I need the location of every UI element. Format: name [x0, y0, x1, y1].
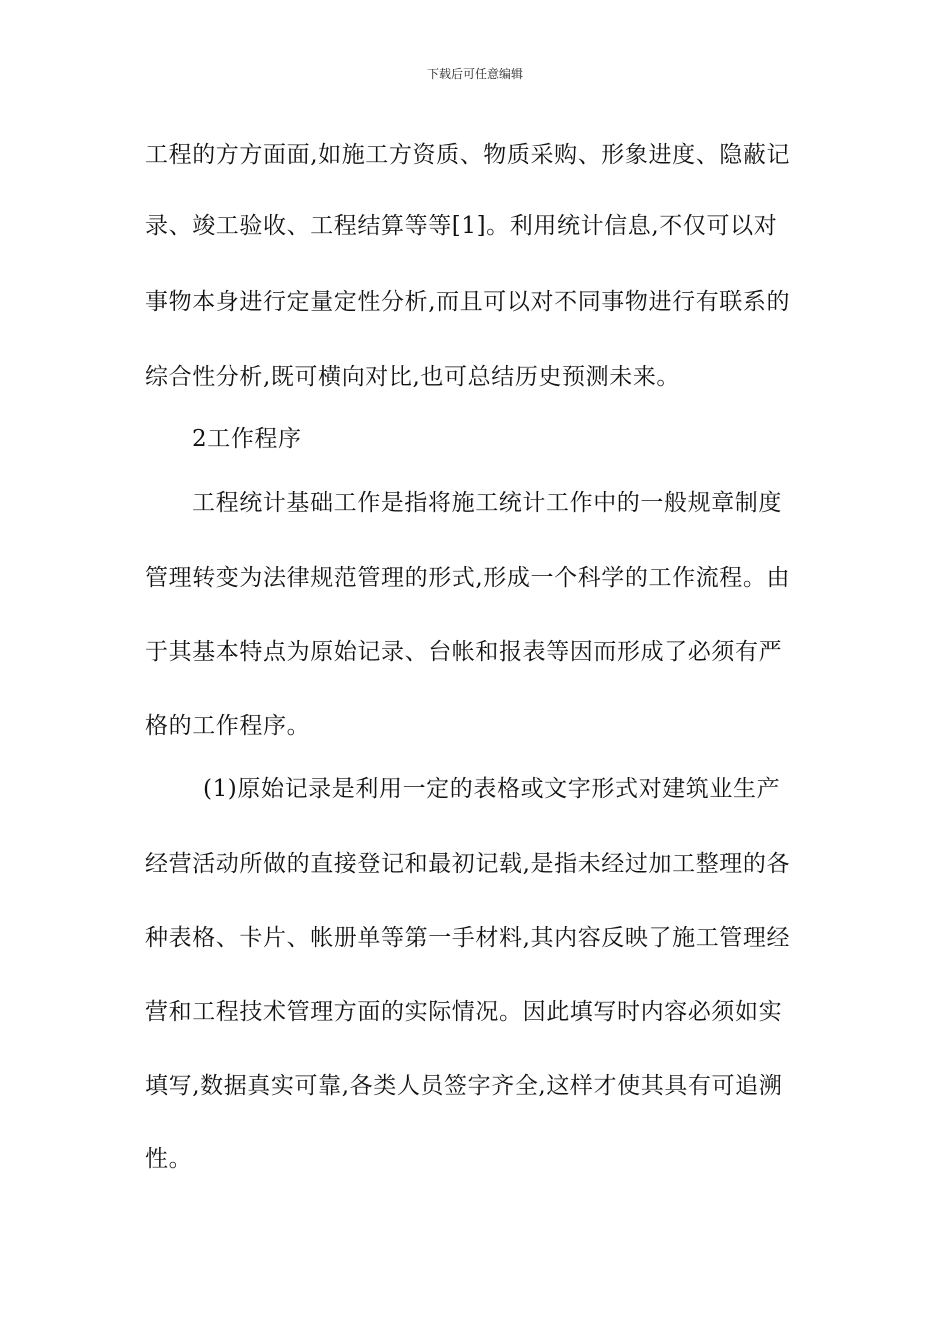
body-line-8: 于其基本特点为原始记录、台帐和报表等因而形成了必须有严 [145, 639, 783, 665]
section-heading: 2工作程序 [192, 426, 302, 452]
body-line-13: 营和工程技术管理方面的实际情况。因此填写时内容必须如实 [145, 999, 783, 1025]
body-line-12: 种表格、卡片、帐册单等第一手材料,其内容反映了施工管理经 [145, 925, 791, 951]
body-line-7: 管理转变为法律规范管理的形式,形成一个科学的工作流程。由 [145, 565, 791, 591]
body-line-15: 性。 [145, 1146, 193, 1172]
body-line-4: 综合性分析,既可横向对比,也可总结历史预测未来。 [145, 364, 681, 390]
body-line-2: 录、竣工验收、工程结算等等[1]。利用统计信息,不仅可以对 [145, 213, 778, 239]
page-header: 下载后可任意编辑 [426, 67, 523, 81]
body-line-14: 填写,数据真实可靠,各类人员签字齐全,这样才使其具有可追溯 [145, 1073, 783, 1099]
body-line-10: (1)原始记录是利用一定的表格或文字形式对建筑业生产 [203, 776, 781, 802]
body-line-3: 事物本身进行定量定性分析,而且可以对不同事物进行有联系的 [145, 289, 791, 315]
body-line-6: 工程统计基础工作是指将施工统计工作中的一般规章制度 [192, 490, 782, 516]
body-line-1: 工程的方方面面,如施工方资质、物质采购、形象进度、隐蔽记 [145, 142, 791, 168]
body-line-11: 经营活动所做的直接登记和最初记载,是指未经过加工整理的各 [145, 851, 791, 877]
body-line-9: 格的工作程序。 [145, 713, 311, 739]
